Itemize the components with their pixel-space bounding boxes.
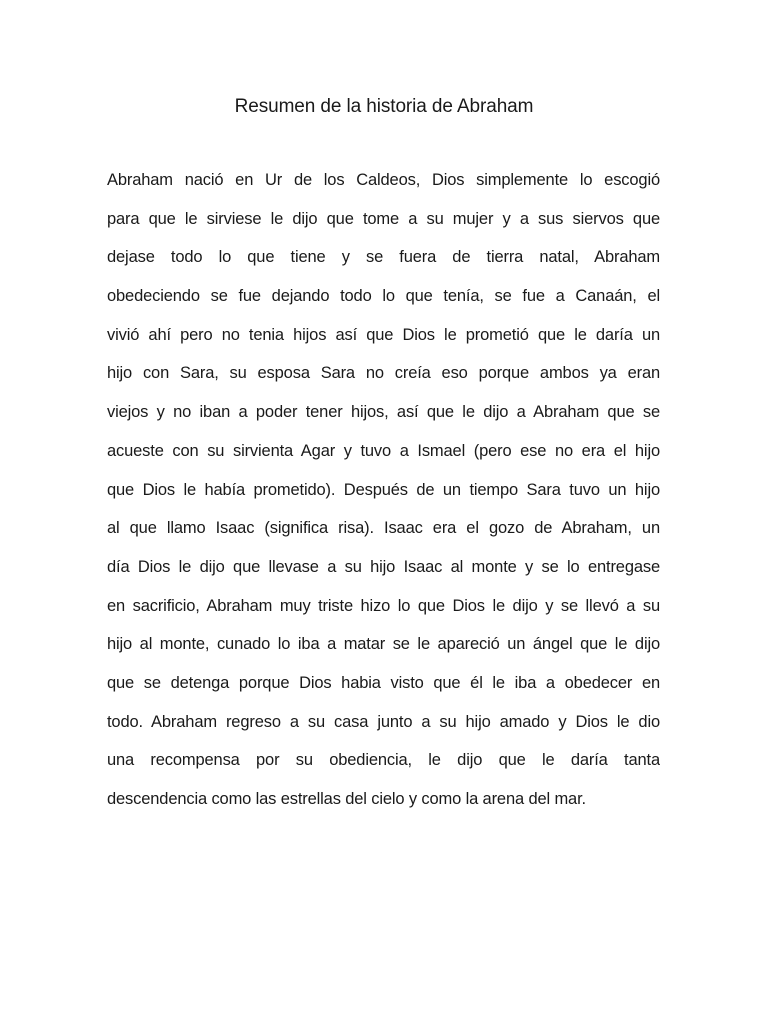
paragraph-line: obedeciendo se fue dejando todo lo que tenía, se fue a Canaán, el (107, 287, 660, 306)
paragraph-line: en sacrificio, Abraham muy triste hizo lo que Dios le dijo y se llevó a su (107, 596, 660, 615)
paragraph-line: acueste con su sirvienta Agar y tuvo a Ismael (pero ese no era el hijo (107, 441, 660, 460)
paragraph-line: vivió ahí pero no tenia hijos así que Dios le prometió que le daría un (107, 325, 660, 344)
paragraph-line: día Dios le dijo que llevase a su hijo Isaac al monte y se lo entregase (107, 557, 660, 576)
paragraph-line: que se detenga porque Dios habia visto que él le iba a obedecer en (107, 673, 660, 692)
paragraph-line: hijo al monte, cunado lo iba a matar se le apareció un ángel que le dijo (107, 635, 660, 654)
paragraph-line: Abraham nació en Ur de los Caldeos, Dios simplemente lo escogió (107, 171, 660, 189)
paragraph-line: dejase todo lo que tiene y se fuera de tierra natal, Abraham (107, 248, 660, 267)
paragraph-line: viejos y no iban a poder tener hijos, así que le dijo a Abraham que se (107, 403, 660, 422)
paragraph-line: todo. Abraham regreso a su casa junto a su hijo amado y Dios le dio (107, 712, 660, 731)
paragraph-line: que Dios le había prometido). Después de un tiempo Sara tuvo un hijo (107, 480, 660, 499)
body-paragraph (107, 163, 660, 821)
paragraph-line: una recompensa por su obediencia, le dijo que le daría tanta (107, 751, 660, 770)
paragraph-line: hijo con Sara, su esposa Sara no creía eso porque ambos ya eran (107, 364, 660, 383)
paragraph-line: para que le sirviese le dijo que tome a su mujer y a sus siervos que (107, 209, 660, 228)
paragraph-line: al que llamo Isaac (significa risa). Isaac era el gozo de Abraham, un (107, 519, 660, 538)
paragraph-line: descendencia como las estrellas del cielo y como la arena del mar. (107, 790, 586, 808)
document-title: Resumen de la historia de Abraham (234, 96, 534, 117)
